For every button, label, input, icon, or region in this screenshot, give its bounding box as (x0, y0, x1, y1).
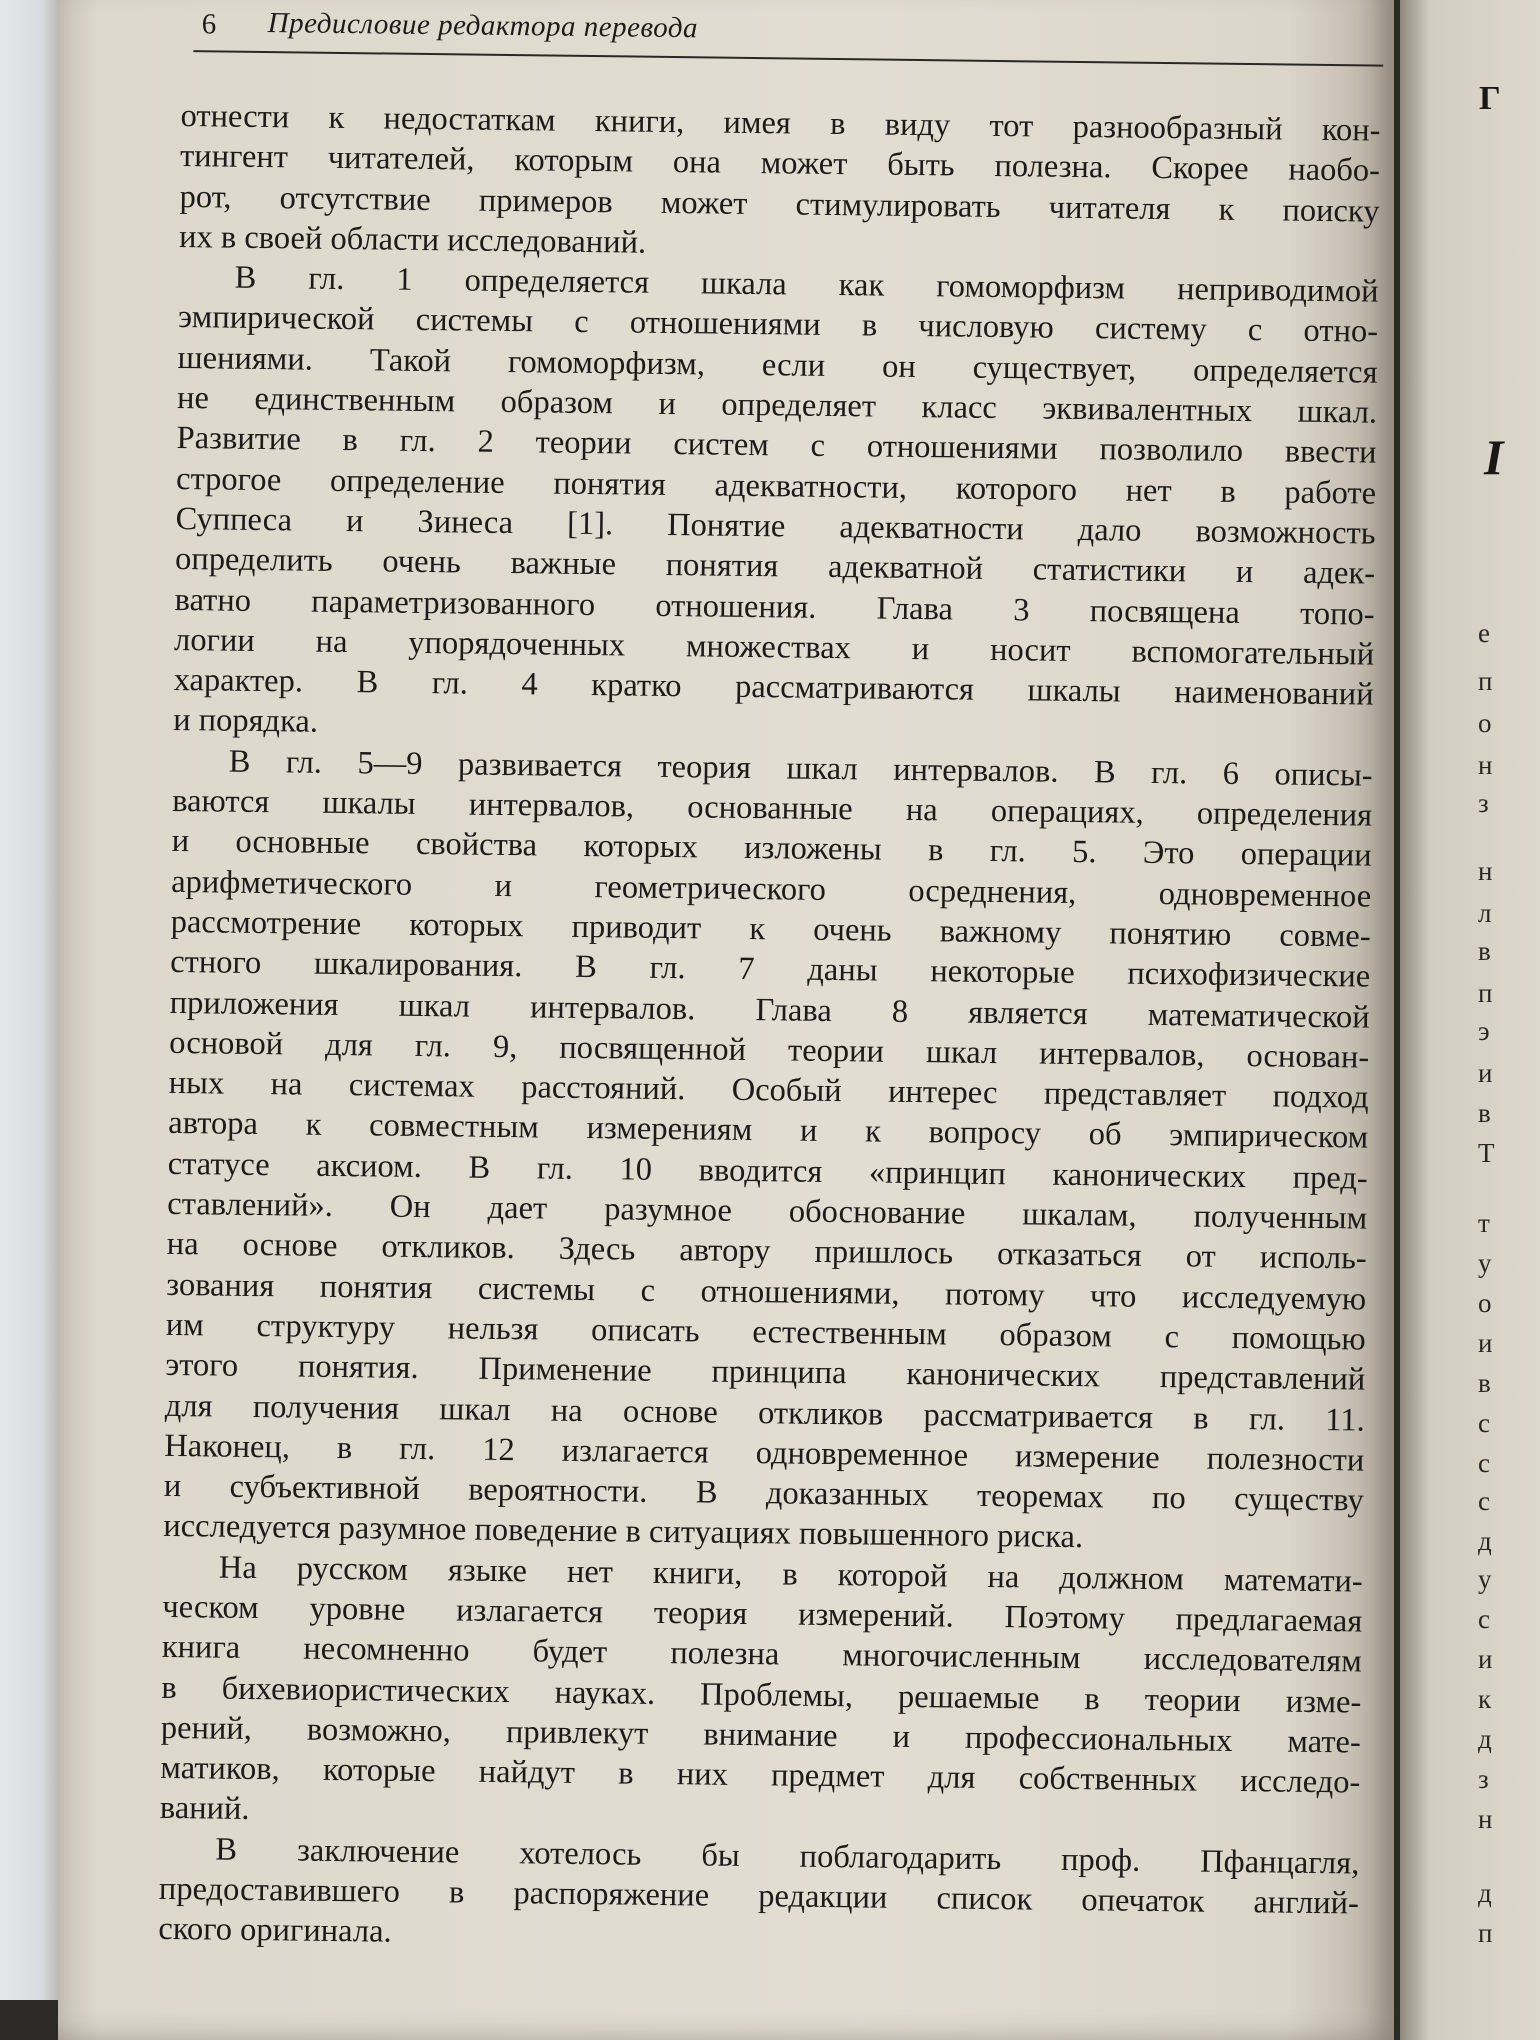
text-line: логии на упорядоченных множествах и носит вспомогательный (173, 621, 1375, 673)
facing-page-letter: и (1478, 1058, 1493, 1088)
text-line: В заключение хотелось бы поблагодарить проф. Пфанцагля, (215, 1831, 1360, 1882)
facing-page-letter: в (1478, 936, 1491, 966)
text-line: определить очень важные понятия адекватной статистики и адек- (174, 541, 1376, 592)
text-line: ваний. (159, 1790, 250, 1828)
text-line: эмпирической системы с отношениями в числовую систему с отно- (177, 299, 1379, 351)
facing-page-letter: з (1478, 1764, 1489, 1794)
text-line: матиков, которые найдут в них предмет для собственных исследо- (160, 1750, 1361, 1801)
text-line: статусе аксиом. В гл. 10 вводится «принцип канонических пред- (167, 1145, 1368, 1197)
text-line: Суппеса и Зинеса [1]. Понятие адекватности дало возможность (175, 500, 1376, 552)
facing-page-letter: н (1478, 856, 1493, 886)
facing-page-letter: п (1478, 666, 1493, 696)
text-line: рений, возможно, привлекут внимание и профессиональных мате- (160, 1709, 1362, 1761)
facing-page-letter: д (1478, 1526, 1492, 1556)
facing-page-letter: с (1478, 1604, 1490, 1634)
text-line: ваются шкалы интервалов, основанные на операциях, определения (171, 782, 1373, 834)
text-line: ческом уровне излагается теория измерений. Поэтому предлагаемая (162, 1588, 1363, 1640)
text-line: и основные свойства которых изложены в гл. 5. Это операции (171, 823, 1372, 874)
facing-page-letter: у (1478, 1248, 1492, 1278)
text-line: на основе откликов. Здесь автору пришлось отказаться от исполь- (166, 1226, 1367, 1277)
facing-page-edge-letters (1478, 0, 1500, 2000)
text-line: ватно параметризованного отношения. Глава 3 посвящена топо- (174, 581, 1375, 633)
facing-page-letter: п (1478, 978, 1493, 1008)
text-line: зования понятия системы с отношениями, потому что исследуемую (166, 1266, 1367, 1318)
text-line: На русском языке нет книги, в которой на должном математи- (218, 1549, 1363, 1600)
page-number: 6 (201, 8, 217, 41)
facing-page-letter: л (1478, 898, 1492, 928)
text-line: шениями. Такой гомоморфизм, если он существует, определяется (177, 339, 1378, 391)
facing-page-letter: н (1478, 750, 1493, 780)
facing-page-letter: у (1478, 1564, 1492, 1594)
text-line: не единственным образом и определяет класс эквивалентных шкал. (176, 380, 1378, 431)
facing-page-letter: и (1478, 1644, 1493, 1674)
text-line: их в своей области исследований. (178, 218, 647, 261)
text-line: основой для гл. 9, посвященной теории шкал интервалов, основан- (169, 1024, 1370, 1076)
text-line: предоставившего в распоряжение редакции список опечаток англий- (158, 1870, 1360, 1922)
text-line: Развитие в гл. 2 теории систем с отношениями позволило ввести (176, 420, 1377, 472)
facing-page-letter: э (1478, 1016, 1490, 1046)
text-line: стного шкалирования. В гл. 7 даны некоторые психофизические (170, 944, 1371, 995)
facing-page-letter: в (1478, 1098, 1491, 1128)
facing-page-letter: и (1478, 1328, 1493, 1358)
text-line: книга несомненно будет полезна многочисленным исследователям (161, 1629, 1363, 1680)
text-line: приложения шкал интервалов. Глава 8 является математической (169, 984, 1370, 1036)
facing-page-letter: п (1478, 1918, 1493, 1948)
facing-page-letter: н (1478, 1804, 1493, 1834)
text-line: автора к совместным измерениям и к вопросу об эмпирическом (168, 1105, 1369, 1156)
text-line: ставлений». Он дает разумное обоснование шкалам, полученным (167, 1185, 1368, 1237)
text-line: тингент читателей, которым она может быть полезна. Скорее наобо- (179, 138, 1381, 189)
facing-page-letter: к (1478, 1684, 1492, 1714)
facing-page-letter: в (1478, 1368, 1491, 1398)
facing-page (1400, 0, 1540, 2040)
text-line: рассмотрение которых приводит к очень важному понятию совме- (170, 903, 1371, 955)
facing-page-large-letter: I (1484, 429, 1504, 485)
facing-page-letter: д (1478, 1878, 1492, 1908)
text-line: ского оригинала. (158, 1911, 392, 1951)
facing-page-letter: е (1478, 618, 1490, 648)
facing-page-letter: с (1478, 1448, 1490, 1478)
facing-page-letter: о (1478, 708, 1492, 738)
text-line: Наконец, в гл. 12 излагается одновременное измерение полезности (164, 1427, 1365, 1479)
text-line: отнести к недостаткам книги, имея в виду тот разнообразный кон- (180, 97, 1381, 149)
body-text (158, 96, 1381, 1964)
facing-page-letter: с (1478, 1408, 1490, 1438)
text-line: арифметического и геометрического осреднения, одновременное (171, 863, 1372, 915)
text-line: и субъективной вероятности. В доказанных теоремах по существу (163, 1467, 1364, 1519)
text-line: им структуру нельзя описать естественным образом с помощью (165, 1306, 1366, 1358)
text-line: В гл. 5—9 развивается теория шкал интервалов. В гл. 6 описы- (228, 743, 1373, 794)
facing-page-letter: Т (1478, 1138, 1495, 1168)
facing-page-heading-fragment: Г (1479, 80, 1501, 117)
desk-background (0, 0, 60, 2000)
text-line: в бихевиористических науках. Проблемы, решаемые в теории изме- (161, 1669, 1362, 1721)
facing-page-letter: о (1478, 1288, 1492, 1318)
text-line: рот, отсутствие примеров может стимулировать читателя к поиску (179, 178, 1380, 230)
text-line: ных на системах расстояний. Особый интерес представляет подход (168, 1065, 1369, 1116)
text-line: характер. В гл. 4 кратко рассматриваются шкалы наименований (173, 662, 1374, 713)
text-line: строгое определение понятия адекватности, которого нет в работе (175, 460, 1377, 512)
text-line: В гл. 1 определяется шкала как гомоморфизм неприводимой (234, 259, 1379, 310)
facing-page-letter: з (1478, 788, 1489, 818)
facing-page-letter: с (1478, 1486, 1490, 1516)
text-line: исследуется разумное поведение в ситуациях повышенного риска. (163, 1508, 1084, 1556)
text-line: и порядка. (172, 702, 319, 741)
text-line: для получения шкал на основе откликов рассматривается в гл. 11. (164, 1387, 1365, 1439)
facing-page-letter: т (1478, 1208, 1490, 1238)
text-line: этого понятия. Применение принципа канонических представлений (165, 1347, 1366, 1398)
running-title: Предисловие редактора перевода (267, 7, 699, 45)
facing-page-letter: д (1478, 1724, 1492, 1754)
